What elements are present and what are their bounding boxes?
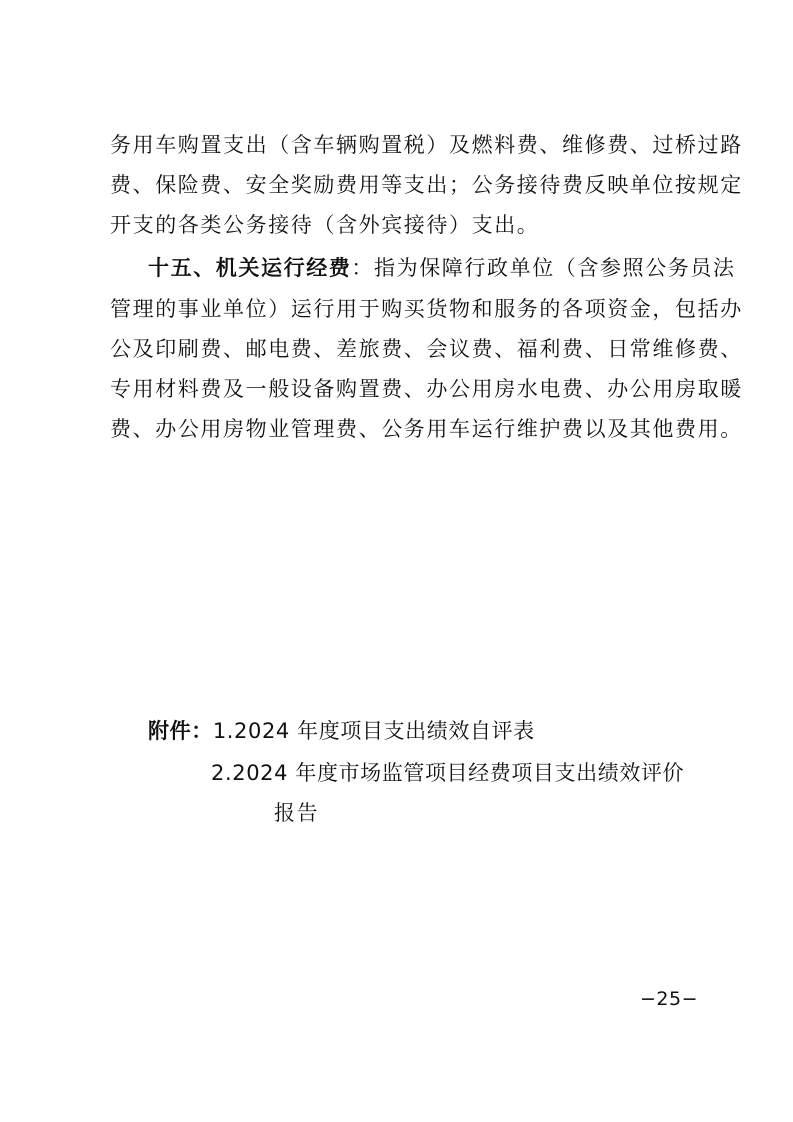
section-15-heading: 十五、机关运行经费: [148, 256, 352, 280]
attachment-item-2: 2.2024 年度市场监管项目经费项目支出绩效评价: [211, 761, 685, 785]
attachment-item-2-continued: 报告: [274, 801, 320, 825]
page-number: −25−: [640, 988, 699, 1010]
attachments-label: 附件：: [148, 719, 213, 743]
paragraph-line: 开支的各类公务接待（含外宾接待）支出。: [110, 213, 540, 237]
paragraph-line: 公及印刷费、邮电费、差旅费、会议费、福利费、日常维修费、: [110, 337, 743, 361]
attachment-item-1: [148, 716, 535, 746]
attachment-item-1-text: 1.2024 年度项目支出绩效自评表: [212, 719, 535, 743]
paragraph-line: 管理的事业单位）运行用于购买货物和服务的各项资金，包括办: [110, 297, 743, 321]
paragraph-line: 费、办公用房物业管理费、公务用车运行维护费以及其他费用。: [110, 417, 743, 441]
paragraph-line: 务用车购置支出（含车辆购置税）及燃料费、维修费、过桥过路: [110, 133, 743, 157]
section-15-text: ：指为保障行政单位（含参照公务员法: [351, 256, 736, 280]
paragraph-line: 费、保险费、安全奖励费用等支出；公务接待费反映单位按规定: [110, 173, 743, 197]
paragraph-line: 专用材料费及一般设备购置费、办公用房水电费、办公用房取暖: [110, 377, 743, 401]
section-15-first-line: [148, 253, 736, 283]
